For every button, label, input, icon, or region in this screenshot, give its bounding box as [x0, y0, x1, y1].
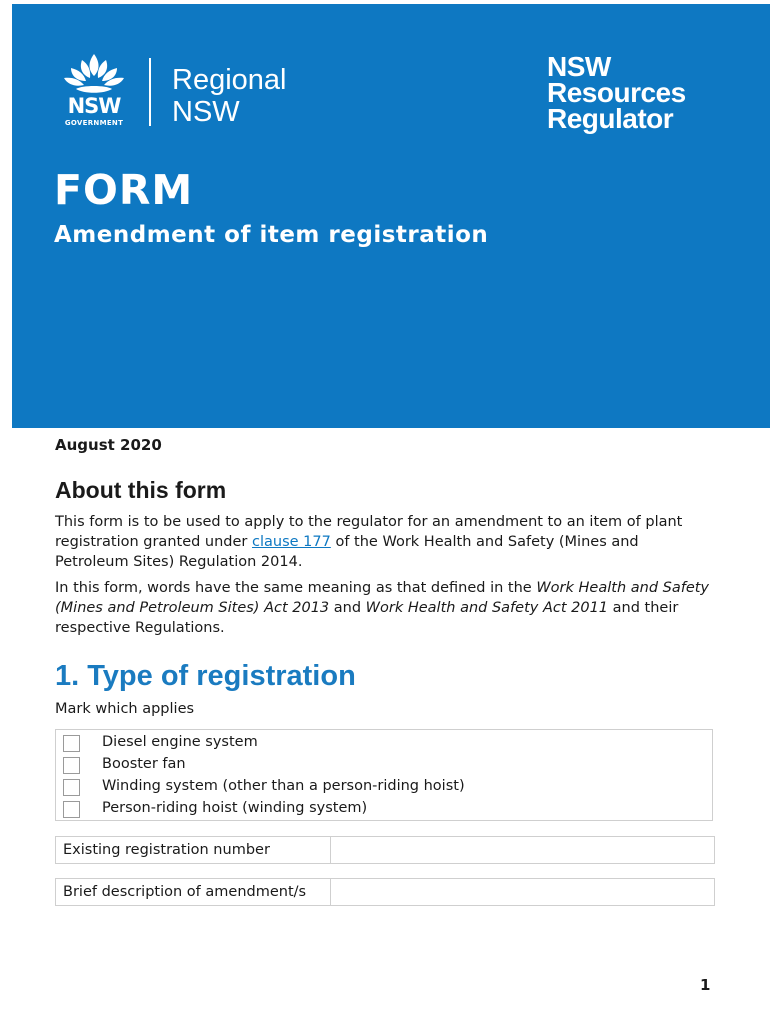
option-booster-fan[interactable] [56, 754, 712, 776]
resources-regulator-logo [547, 51, 686, 134]
option-label: Person-riding hoist (winding system) [102, 800, 368, 816]
regulator-logo-line1: NSW [547, 51, 611, 82]
checkbox[interactable] [63, 779, 80, 796]
existing-registration-input[interactable] [332, 837, 714, 863]
form-subtitle: Amendment of item registration [54, 222, 489, 248]
option-diesel-engine-system[interactable] [56, 732, 712, 754]
about-text: This form is to be used to apply to the regulator for an amendment to an item of plant registration granted under [55, 514, 683, 550]
option-person-riding-hoist[interactable] [56, 798, 712, 820]
act-name: Work Health and Safety (Mines and Petroleum Sites) Act 2013 [55, 580, 710, 616]
about-text: and their respective Regulations. [55, 600, 679, 636]
about-heading: About this form [55, 477, 227, 503]
option-winding-system[interactable] [56, 776, 712, 798]
regional-logo-line2: NSW [172, 96, 240, 128]
checkbox[interactable] [63, 735, 80, 752]
about-text: In this form, words have the same meaning as that defined in the [55, 580, 537, 596]
checkbox[interactable] [63, 757, 80, 774]
regional-logo-line1: Regional [172, 64, 287, 96]
option-label: Diesel engine system [102, 734, 258, 750]
option-label: Booster fan [102, 756, 186, 772]
about-paragraph-2 [55, 578, 715, 638]
government-logo-word: GOVERNMENT [64, 119, 124, 127]
act-name: Work Health and Safety Act 2011 [365, 600, 609, 616]
about-text: and [329, 600, 366, 616]
nsw-government-logo [56, 52, 132, 128]
waratah-icon [62, 52, 126, 98]
form-title: FORM [54, 166, 194, 214]
amendment-description-label: Brief description of amendment/s [56, 879, 331, 905]
about-text: of the Work Health and Safety (Mines and Petroleum Sites) Regulation 2014. [55, 534, 639, 570]
amendment-description-input[interactable] [332, 879, 714, 905]
existing-registration-row [55, 836, 715, 864]
page-number: 1 [700, 976, 711, 994]
existing-registration-label: Existing registration number [56, 837, 331, 863]
header-banner [12, 4, 770, 428]
section-instruction: Mark which applies [55, 701, 195, 717]
nsw-logo-word: NSW [67, 94, 121, 118]
regulator-logo-line2: Resources [547, 77, 686, 108]
option-label: Winding system (other than a person-riding hoist) [102, 778, 465, 794]
registration-type-options [55, 729, 713, 821]
regional-nsw-logo [172, 64, 286, 128]
regulator-logo-line3: Regulator [547, 103, 674, 134]
section-1-heading: 1. Type of registration [55, 660, 356, 692]
amendment-description-row [55, 878, 715, 906]
checkbox[interactable] [63, 801, 80, 818]
clause-177-link[interactable]: clause 177 [252, 534, 331, 550]
document-date: August 2020 [55, 436, 162, 454]
about-paragraph-1 [55, 512, 715, 572]
logo-divider [149, 58, 151, 126]
